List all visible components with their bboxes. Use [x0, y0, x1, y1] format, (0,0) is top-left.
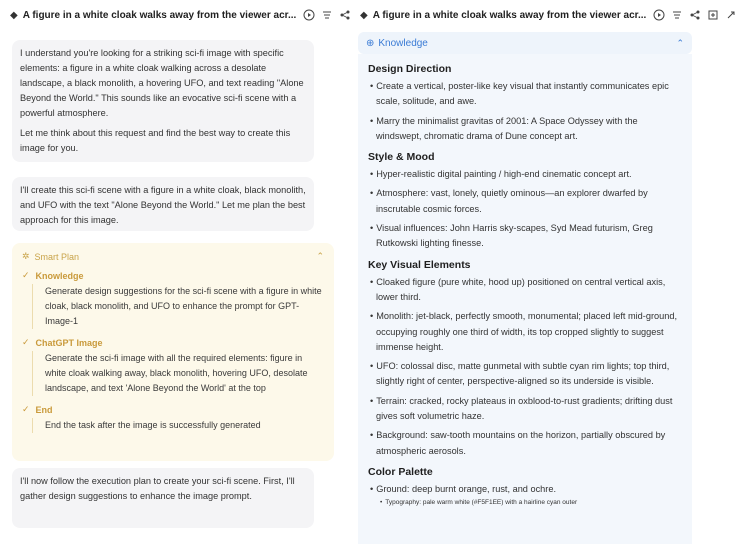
collapse-icon[interactable] [724, 8, 738, 22]
message-paragraph: I'll create this sci-fi scene with a figure in a white cloak, black monolith, and UFO with the text "Alone Beyond the World." Let me plan the best approach for this image. [20, 185, 306, 225]
left-title-bar [0, 0, 346, 30]
check-icon: ✓ [22, 270, 30, 280]
smart-plan-card [12, 243, 334, 461]
section-heading: Design Direction [368, 63, 452, 75]
plan-step-title: Knowledge [35, 270, 84, 281]
knowledge-icon: ⊕ [366, 37, 375, 49]
list-item: • UFO: colossal disc, matte gunmetal with subtle cyan rim lights; top third, slightly right of center, perspective-aligned so its underside is visible. [368, 359, 682, 390]
list-item: • Create a vertical, poster-like key visual that instantly communicates epic scale, solitude, and awe. [368, 79, 682, 110]
plan-step-title: End [35, 404, 53, 415]
knowledge-header[interactable] [358, 32, 692, 54]
assistant-message-1 [12, 40, 314, 162]
section-heading: Style & Mood [368, 151, 435, 164]
right-knowledge-pane [350, 0, 700, 544]
plan-step-description: Generate the sci-fi image with all the required elements: figure in white cloak walking away, black monolith, hovering UFO, desolate landscape, and text 'Alone Beyond the World' at the top [32, 351, 324, 396]
sparkle-icon: ✲ [22, 251, 30, 261]
list-item: • Terrain: cracked, rocky plateaus in oxblood-to-rust gradients; drifting dust gives soft volumetric haze. [368, 394, 682, 425]
list-item: • Visual influences: John Harris sky-scapes, Syd Mead futurism, Greg Rutkowski lighting finesse. [368, 221, 682, 252]
list-item: • Ground: deep burnt orange, rust, and ochre. [368, 482, 682, 497]
assistant-message-2 [12, 177, 314, 231]
plan-step-title: ChatGPT Image [35, 337, 103, 348]
title-bullet: ◆ [10, 9, 18, 21]
message-paragraph: Let me think about this request and find the best way to create this image for you. [20, 128, 291, 153]
play-icon[interactable] [652, 8, 666, 22]
list-item: • Monolith: jet-black, perfectly smooth, monumental; placed left mid-ground, occupying roughly one third of width, its top cropped slightly to suggest immense height. [368, 309, 682, 355]
list-item: • Marry the minimalist gravitas of 2001: A Space Odyssey with the windswept, chromatic drama of Dune concept art. [368, 114, 682, 145]
left-chat-title[interactable]: A figure in a white cloak walks away from the viewer acr... [22, 9, 297, 21]
smart-plan-header[interactable] [22, 251, 324, 262]
list-item: • Atmosphere: vast, lonely, quietly ominous—an explorer dwarfed by inscrutable cosmic forces. [368, 186, 682, 217]
plan-step-chatgpt-image [22, 337, 324, 348]
assistant-message-3 [12, 468, 314, 528]
plan-step-description: Generate design suggestions for the sci-fi scene with a figure in white cloak, black monolith, and UFO to enhance the prompt for GPT-Image-1 [32, 284, 324, 329]
chevron-up-icon[interactable]: ⌃ [676, 37, 684, 48]
check-icon: ✓ [22, 337, 30, 347]
history-icon[interactable] [670, 8, 684, 22]
list-item: • Background: saw-tooth mountains on the horizon, partially obscured by atmospheric aerosols. [368, 428, 682, 459]
play-icon[interactable] [302, 8, 316, 22]
chevron-up-icon[interactable]: ⌃ [316, 251, 324, 261]
share-icon[interactable] [688, 8, 702, 22]
section-heading: Color Palette [368, 465, 433, 478]
plan-step-description: End the task after the image is successfully generated [32, 418, 324, 433]
right-chat-title[interactable]: A figure in a white cloak walks away from the viewer acr... [372, 9, 647, 21]
export-icon[interactable] [706, 8, 720, 22]
section-heading: Key Visual Elements [368, 258, 471, 271]
smart-plan-title: Smart Plan [34, 251, 80, 262]
plan-step-knowledge [22, 270, 324, 281]
knowledge-label: Knowledge [378, 37, 428, 49]
left-chat-pane [0, 0, 346, 544]
list-item-partial: • Typography: pale warm white (#F5F1EE) with a hairline cyan outer [368, 499, 682, 507]
message-paragraph: I understand you're looking for a striking sci-fi image with specific elements: a figure in a white cloak walking across a desolate landscape, a black monolith, a hovering UFO, and text reading "Alone Beyond the World." This sounds like an evocative sci-fi scene with a powerful atmosphere. [20, 48, 304, 118]
right-title-bar [350, 0, 700, 30]
check-icon: ✓ [22, 404, 30, 414]
title-bullet: ◆ [360, 9, 368, 21]
plan-step-end [22, 404, 324, 415]
list-item: • Cloaked figure (pure white, hood up) positioned on central vertical axis, lower third. [368, 275, 682, 306]
message-paragraph: I'll now follow the execution plan to create your sci-fi scene. First, I'll gather design suggestions to enhance the image prompt. [20, 476, 295, 501]
knowledge-document [358, 54, 692, 544]
history-icon[interactable] [320, 8, 334, 22]
list-item: • Hyper-realistic digital painting / high-end cinematic concept art. [368, 167, 682, 182]
